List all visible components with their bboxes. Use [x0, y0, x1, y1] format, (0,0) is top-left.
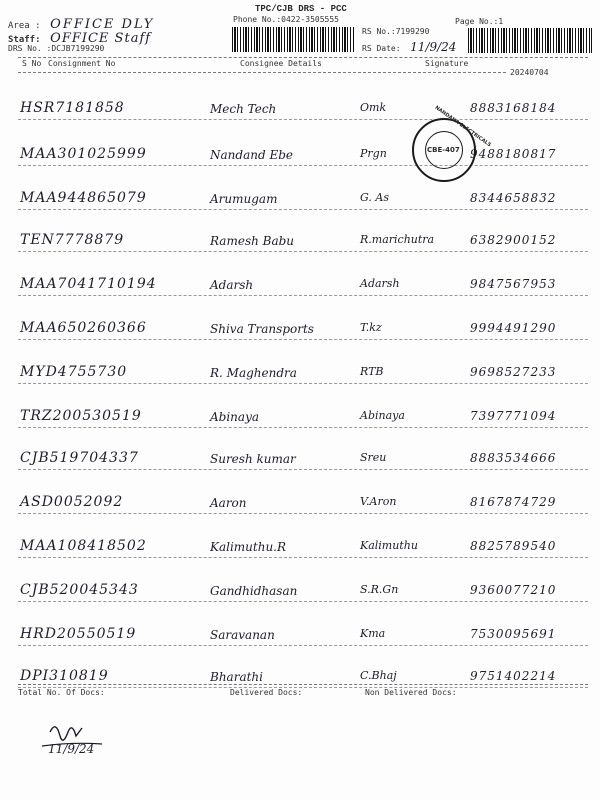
consignment-number: MAA108418502 — [20, 538, 147, 554]
consignee-signature: S.R.Gn — [360, 583, 399, 596]
consignment-number: MAA7041710194 — [20, 276, 157, 292]
consignee-signature: T.kz — [360, 321, 382, 334]
row-divider — [18, 513, 588, 514]
rs-date-label: RS Date: — [362, 44, 401, 53]
consignment-number: TEN7778879 — [20, 232, 125, 248]
staff-label: Staff: — [8, 35, 41, 45]
consignee-phone: 9751402214 — [470, 669, 557, 683]
non-delivered-docs-label: Non Delivered Docs: — [365, 688, 457, 697]
area-label: Area : — [8, 21, 41, 31]
consignee-phone: 7397771094 — [470, 409, 557, 423]
row-divider — [18, 209, 588, 210]
row-divider — [18, 557, 588, 558]
consignment-number: HSR7181858 — [20, 100, 125, 116]
consignee-name: Shiva Transports — [210, 322, 314, 336]
consignee-name: Arumugam — [210, 192, 278, 206]
consignment-number: MAA944865079 — [20, 190, 147, 206]
consignee-signature: R.marichutra — [360, 233, 435, 246]
consignee-name: R. Maghendra — [210, 366, 297, 380]
consignee-signature: C.Bhaj — [360, 669, 397, 682]
consignment-number: MAA301025999 — [20, 146, 147, 162]
rs-date-value: 11/9/24 — [410, 40, 457, 54]
consignment-number: MAA650260366 — [20, 320, 147, 336]
consignee-name: Nandand Ebe — [210, 148, 293, 162]
consignee-name: Mech Tech — [210, 102, 277, 116]
col-consignment: Consignment No — [48, 59, 116, 68]
consignee-signature: G. As — [360, 191, 389, 204]
row-divider — [18, 383, 588, 384]
row-divider — [18, 427, 588, 428]
page-number: Page No.:1 — [455, 17, 504, 26]
consignment-number: TRZ200530519 — [20, 408, 142, 424]
consignee-phone: 9994491290 — [470, 321, 557, 335]
row-divider — [18, 119, 588, 120]
consignee-signature: Sreu — [360, 451, 387, 464]
consignment-number: CJB519704337 — [20, 450, 139, 466]
consignee-phone: 9360077210 — [470, 583, 557, 597]
row-divider — [18, 469, 588, 470]
rs-date-row — [362, 36, 456, 55]
consignee-name: Suresh kumar — [210, 452, 296, 466]
consignee-name: Saravanan — [210, 628, 275, 642]
header-top-rule — [18, 57, 588, 58]
consignment-number: CJB520045343 — [20, 582, 139, 598]
rs-barcode — [468, 28, 592, 53]
row-divider — [18, 251, 588, 252]
total-docs-label: Total No. Of Docs: — [18, 688, 105, 697]
consignee-signature: Prgn — [360, 147, 387, 160]
consignee-name: Adarsh — [210, 278, 254, 292]
company-stamp — [412, 104, 493, 182]
consignment-number: ASD0052092 — [20, 494, 124, 510]
row-divider — [18, 601, 588, 602]
handwritten-signature — [40, 712, 110, 767]
consignee-phone: 8883168184 — [470, 101, 557, 115]
consignee-phone: 6382900152 — [470, 233, 557, 247]
consignee-name: Ramesh Babu — [210, 234, 295, 248]
rs-number: RS No.:7199290 — [362, 27, 430, 36]
col-sno: S No — [22, 59, 42, 68]
consignment-number: DPI310819 — [20, 668, 109, 684]
consignee-signature: Omk — [360, 101, 387, 114]
drs-barcode — [232, 27, 354, 52]
sign-date: 11/9/24 — [48, 742, 95, 756]
area-value: OFFICE DLY — [50, 17, 155, 32]
col-consignee: Consignee Details — [240, 59, 322, 68]
consignee-signature: Kma — [360, 627, 386, 640]
row-divider — [18, 295, 588, 296]
consignee-signature: Kalimuthu — [360, 539, 418, 552]
row-divider — [18, 645, 588, 646]
consignee-signature: V.Aron — [360, 495, 397, 508]
footer-signature — [40, 712, 110, 771]
row-divider — [18, 165, 588, 166]
consignee-phone: 9847567953 — [470, 277, 557, 291]
consignment-number: MYD4755730 — [20, 364, 128, 380]
stamp-text: NANDANA ELECTRICALS — [433, 104, 493, 149]
staff-value: OFFICE Staff — [50, 31, 152, 46]
document-title: TPC/CJB DRS - PCC — [255, 4, 347, 14]
consignee-name: Aaron — [210, 496, 247, 510]
delivered-docs-label: Delivered Docs: — [230, 688, 303, 697]
consignee-signature: Adarsh — [360, 277, 400, 290]
phone-number: Phone No.:0422-3505555 — [233, 15, 339, 24]
col-signature: Signature — [425, 59, 469, 68]
consignee-phone: 9698527233 — [470, 365, 557, 379]
col-date-code: 20240704 — [510, 68, 549, 77]
consignee-name: Abinaya — [210, 410, 260, 424]
drs-number: DRS No. :DCJB7199290 — [8, 44, 105, 53]
header-bottom-rule — [18, 72, 506, 73]
consignee-phone: 9488180817 — [470, 147, 557, 161]
consignee-phone: 7530095691 — [470, 627, 557, 641]
consignee-phone: 8825789540 — [470, 539, 557, 553]
consignee-signature: Abinaya — [360, 409, 405, 422]
footer-rule — [18, 684, 588, 685]
stamp-center: CBE-407 — [427, 146, 460, 154]
consignee-name: Gandhidhasan — [210, 584, 298, 598]
row-divider — [18, 339, 588, 340]
consignee-phone: 8167874729 — [470, 495, 557, 509]
consignee-phone: 8883534666 — [470, 451, 557, 465]
consignee-name: Kalimuthu.R — [210, 540, 287, 554]
consignee-signature: RTB — [360, 365, 384, 378]
consignee-phone: 8344658832 — [470, 191, 557, 205]
consignee-name: Bharathi — [210, 670, 263, 684]
consignment-number: HRD20550519 — [20, 626, 137, 642]
